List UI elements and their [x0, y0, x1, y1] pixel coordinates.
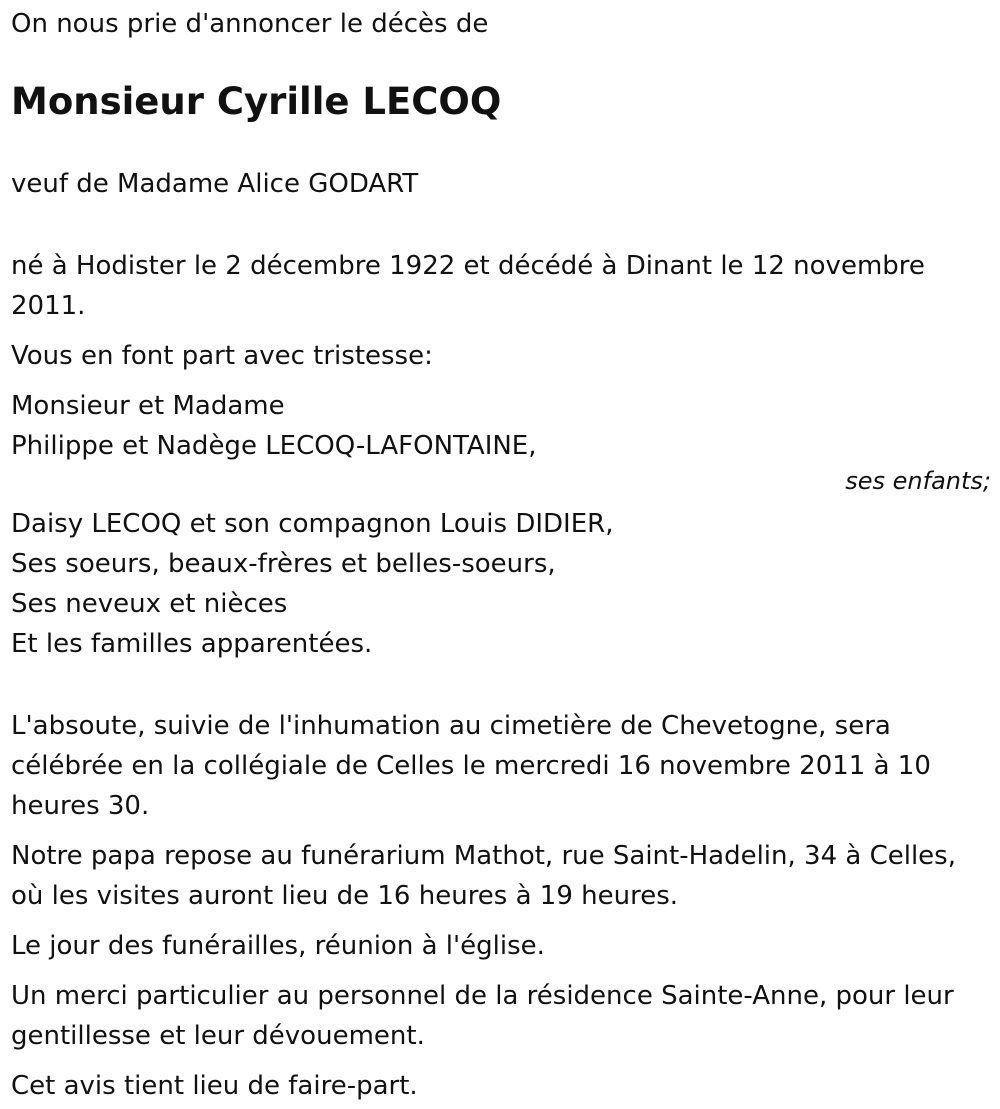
meeting-line: Le jour des funérailles, réunion à l'église.: [11, 931, 545, 961]
ceremony-line-3: heures 30.: [11, 791, 150, 821]
intro-text: [11, 4, 991, 44]
family-block: [11, 504, 991, 664]
closing-line: Cet avis tient lieu de faire-part.: [11, 1071, 418, 1101]
birth-death-text: [11, 246, 991, 326]
family-line-1: Daisy LECOQ et son compagnon Louis DIDIER,: [11, 509, 614, 539]
ceremony-line-1: L'absoute, suivie de l'inhumation au cimetière de Chevetogne, sera: [11, 711, 891, 741]
ceremony-line-2: célébrée en la collégiale de Celles le mercredi 16 novembre 2011 à 10: [11, 751, 931, 781]
announcement-line: Vous en font part avec tristesse:: [11, 341, 433, 371]
spouse-text: [11, 164, 991, 204]
funeral-home-line-1: Notre papa repose au funérarium Mathot, rue Saint-Hadelin, 34 à Celles,: [11, 841, 956, 871]
obituary-notice: [11, 4, 991, 1106]
children-line-2: Philippe et Nadège LECOQ-LAFONTAINE,: [11, 431, 537, 461]
funeral-home-line-2: où les visites auront lieu de 16 heures à 19 heures.: [11, 881, 679, 911]
meeting-text: [11, 926, 991, 966]
announcement-text: [11, 336, 991, 376]
children-block: [11, 386, 991, 494]
children-line-1: Monsieur et Madame: [11, 391, 285, 421]
birth-death-line-1: né à Hodister le 2 décembre 1922 et décédé à Dinant le 12 novembre: [11, 251, 925, 281]
deceased-name: Monsieur Cyrille LECOQ: [11, 80, 502, 123]
family-line-4: Et les familles apparentées.: [11, 629, 373, 659]
intro-line: On nous prie d'annoncer le décès de: [11, 9, 489, 39]
thanks-line-2: gentillesse et leur dévouement.: [11, 1021, 425, 1051]
birth-death-line-2: 2011.: [11, 291, 86, 321]
thanks-line-1: Un merci particulier au personnel de la résidence Sainte-Anne, pour leur: [11, 981, 954, 1011]
funeral-home-text: [11, 836, 991, 916]
thanks-text: [11, 976, 991, 1056]
children-role: ses enfants;: [845, 467, 991, 495]
family-line-3: Ses neveux et nièces: [11, 589, 288, 619]
family-line-2: Ses soeurs, beaux-frères et belles-soeurs,: [11, 549, 556, 579]
spouse-line: veuf de Madame Alice GODART: [11, 169, 419, 199]
closing-text: [11, 1066, 991, 1106]
ceremony-text: [11, 706, 991, 826]
